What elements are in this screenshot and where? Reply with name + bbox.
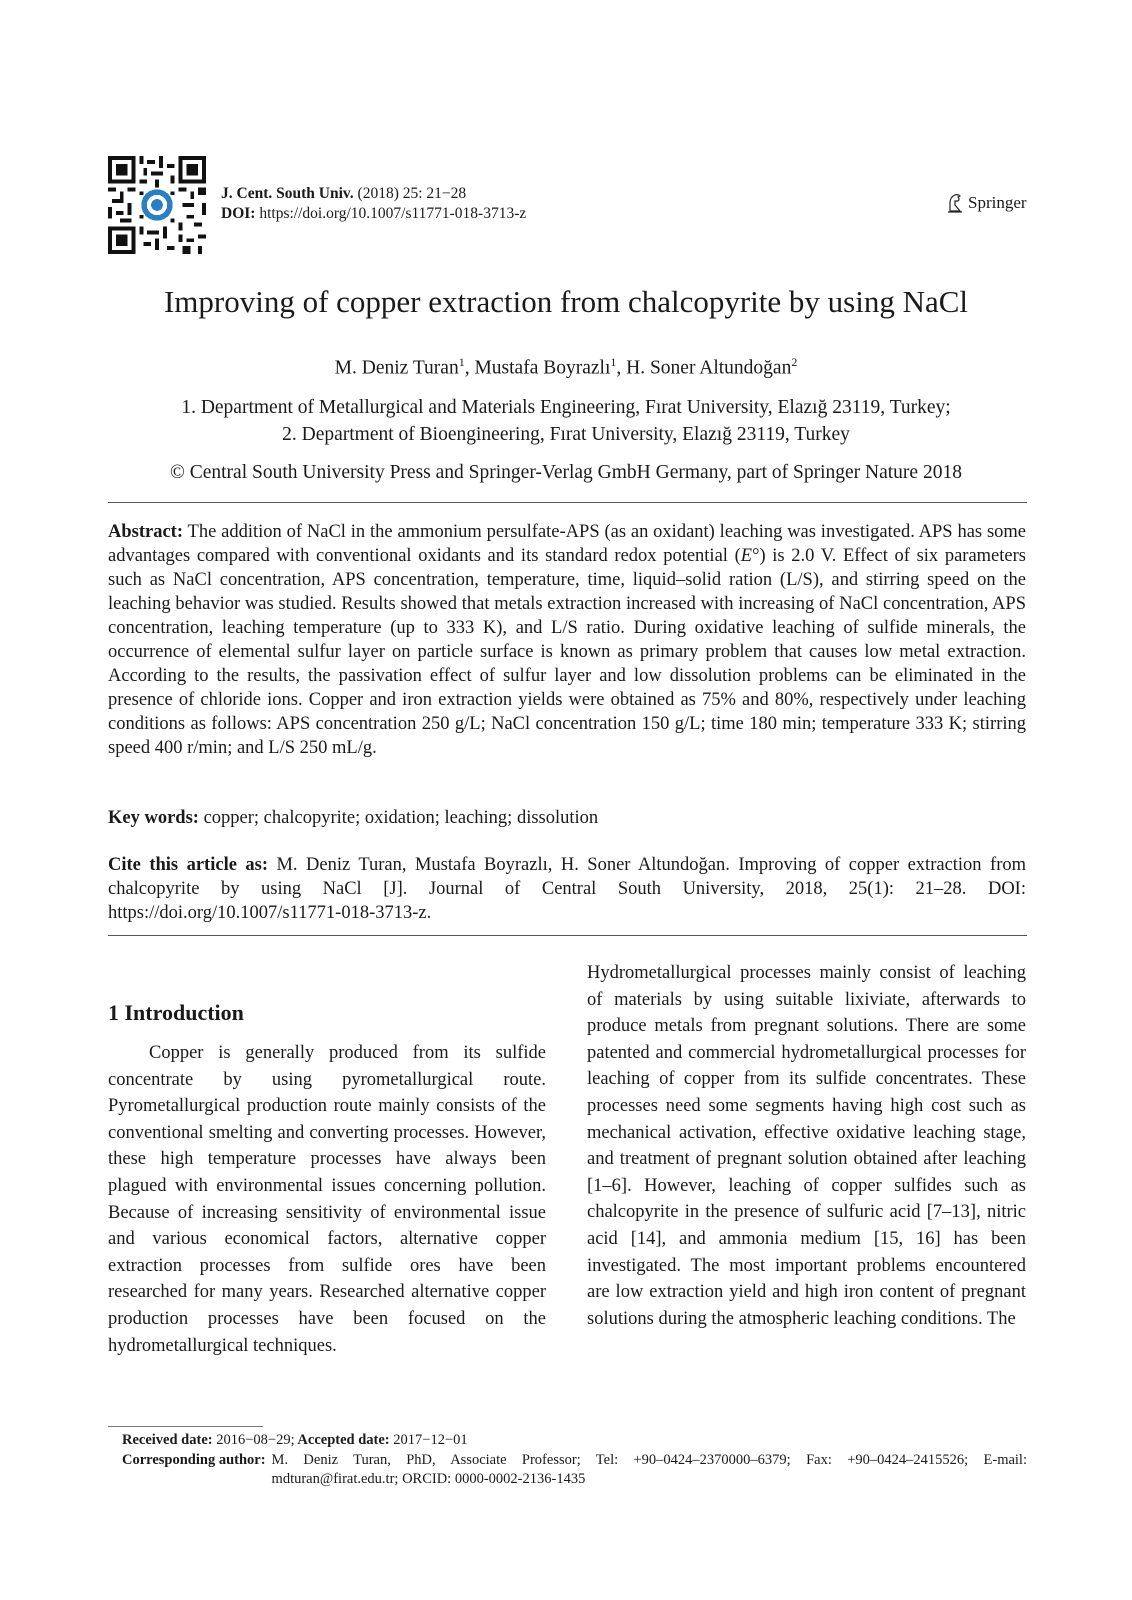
left-column [108, 1040, 546, 1359]
abstract-text-2: °) is 2.0 V. Effect of six parameters such as NaCl concentration, APS concentration, temperature, time, liquid–solid ration (L/S), and stirring speed on the leaching behavior was studied. Results showed that metals extraction increased with increasing of NaCl concentration, APS concentration, leaching temperature (up to 333 K), and L/S ratio. During oxidative leaching of sulfide minerals, the occurrence of elemental sulfur layer on particle surface is known as primary problem that causes low metal extraction. According to the results, the passivation effect of sulfur layer and low dissolution problems can be eliminated in the presence of chloride ions. Copper and iron extraction yields were obtained as 75% and 80%, respectively under leaching conditions as follows: APS concentration 250 g/L; NaCl concentration 150 g/L; time 180 min; temperature 333 K; stirring speed 400 r/min; and L/S 250 mL/g. [108, 546, 1026, 758]
keywords [108, 806, 1026, 830]
journal-volume-info: (2018) 25: 21−28 [353, 185, 467, 202]
publisher-logo [946, 193, 1027, 213]
journal-citation-header [221, 184, 526, 224]
abstract-e-symbol: E [740, 546, 753, 566]
springer-horse-icon [946, 193, 964, 213]
accepted-date: 2017−12−01 [389, 1432, 468, 1448]
corresponding-author-footnote [122, 1451, 1027, 1489]
affiliation-marker: 2 [791, 355, 798, 369]
top-divider [108, 502, 1027, 503]
journal-name: J. Cent. South Univ. [221, 185, 354, 202]
section-heading: 1 Introduction [108, 1000, 244, 1025]
intro-paragraph-1: Copper is generally produced from its sulfide concentrate by using pyrometallurgical route. Pyrometallurgical production route mainly consists of the conventional smelting and converting processes. However, these high temperature processes have always been plagued with environmental issues concerning pollution. Because of increasing sensitivity of environmental issue and various economical factors, alternative copper extraction processes from sulfide ores have been researched for many years. Researched alternative copper production processes have been focused on the hydrometallurgical techniques. [108, 1043, 546, 1356]
citation-block [108, 853, 1026, 925]
author-list [0, 355, 1132, 380]
received-label: Received date: [122, 1432, 213, 1448]
qr-code-image [108, 156, 206, 254]
corresponding-text: M. Deniz Turan, PhD, Associate Professor; Tel: +90–0424–2370000–6379; Fax: +90–0424–2415526; E-mail: mdturan@firat.edu.tr; ORCID: 0000-0002-2136-1435 [271, 1452, 1027, 1487]
received-date: 2016−08−29; [212, 1432, 295, 1448]
author-name: M. Deniz Turan [334, 357, 459, 379]
affiliation-2: 2. Department of Bioengineering, Fırat University, Elazığ 23119, Turkey [282, 424, 850, 445]
author-name: , Mustafa Boyrazlı [464, 357, 611, 379]
accepted-label: Accepted date: [294, 1432, 390, 1448]
abstract-label: Abstract: [108, 522, 184, 542]
author-name: , H. Soner Altundoğan [616, 357, 792, 379]
affiliation-1: 1. Department of Metallurgical and Materials Engineering, Fırat University, Elazığ 23119, Turkey; [181, 397, 951, 418]
footnote-divider [108, 1426, 263, 1427]
keywords-label: Key words: [108, 808, 199, 828]
bottom-divider [108, 935, 1027, 936]
article-title: Improving of copper extraction from chalcopyrite by using NaCl [163, 284, 969, 319]
abstract [108, 520, 1026, 760]
doi-label: DOI: [221, 205, 256, 222]
affiliation-marker: 1 [610, 355, 617, 369]
corresponding-label: Corresponding author: [122, 1452, 266, 1468]
publisher-name: Springer [968, 193, 1027, 212]
dates-footnote [122, 1431, 1027, 1450]
affiliation-marker: 1 [458, 355, 465, 369]
doi-link[interactable]: https://doi.org/10.1007/s11771-018-3713-z [255, 205, 527, 222]
keywords-text: copper; chalcopyrite; oxidation; leaching; dissolution [198, 808, 599, 828]
cite-text: M. Deniz Turan, Mustafa Boyrazlı, H. Soner Altundoğan. Improving of copper extraction from chalcopyrite by using NaCl [J]. Journal of Central South University, 2018, 25(1): 21–28. DOI: https://doi.org/10.1007/s11771-018-3713-z. [108, 855, 1026, 923]
copyright-notice: © Central South University Press and Springer-Verlag GmbH Germany, part of Springer Nature 2018 [170, 462, 962, 483]
right-column [587, 960, 1026, 1332]
cite-label: Cite this article as: [108, 855, 269, 875]
abstract-text-1: The addition of NaCl in the ammonium persulfate-APS (as an oxidant) leaching was investigated. APS has some advantages compared with conventional oxidants and its standard redox potential ( [108, 522, 1026, 566]
intro-paragraph-2: Hydrometallurgical processes mainly consist of leaching of materials by using suitable lixiviate, afterwards to produce metals from pregnant solutions. There are some patented and commercial hydrometallurgical processes for leaching of copper from its sulfide concentrates. These processes need some segments having high cost such as mechanical activation, effective oxidative leaching stage, and treatment of pregnant solution obtained after leaching [1–6]. However, leaching of copper sulfides such as chalcopyrite in the presence of sulfuric acid [7–13], nitric acid [14], and ammonia medium [15, 16] has been investigated. The most important problems encountered are low extraction yield and high iron content of pregnant solutions during the atmospheric leaching conditions. The [587, 963, 1026, 1329]
